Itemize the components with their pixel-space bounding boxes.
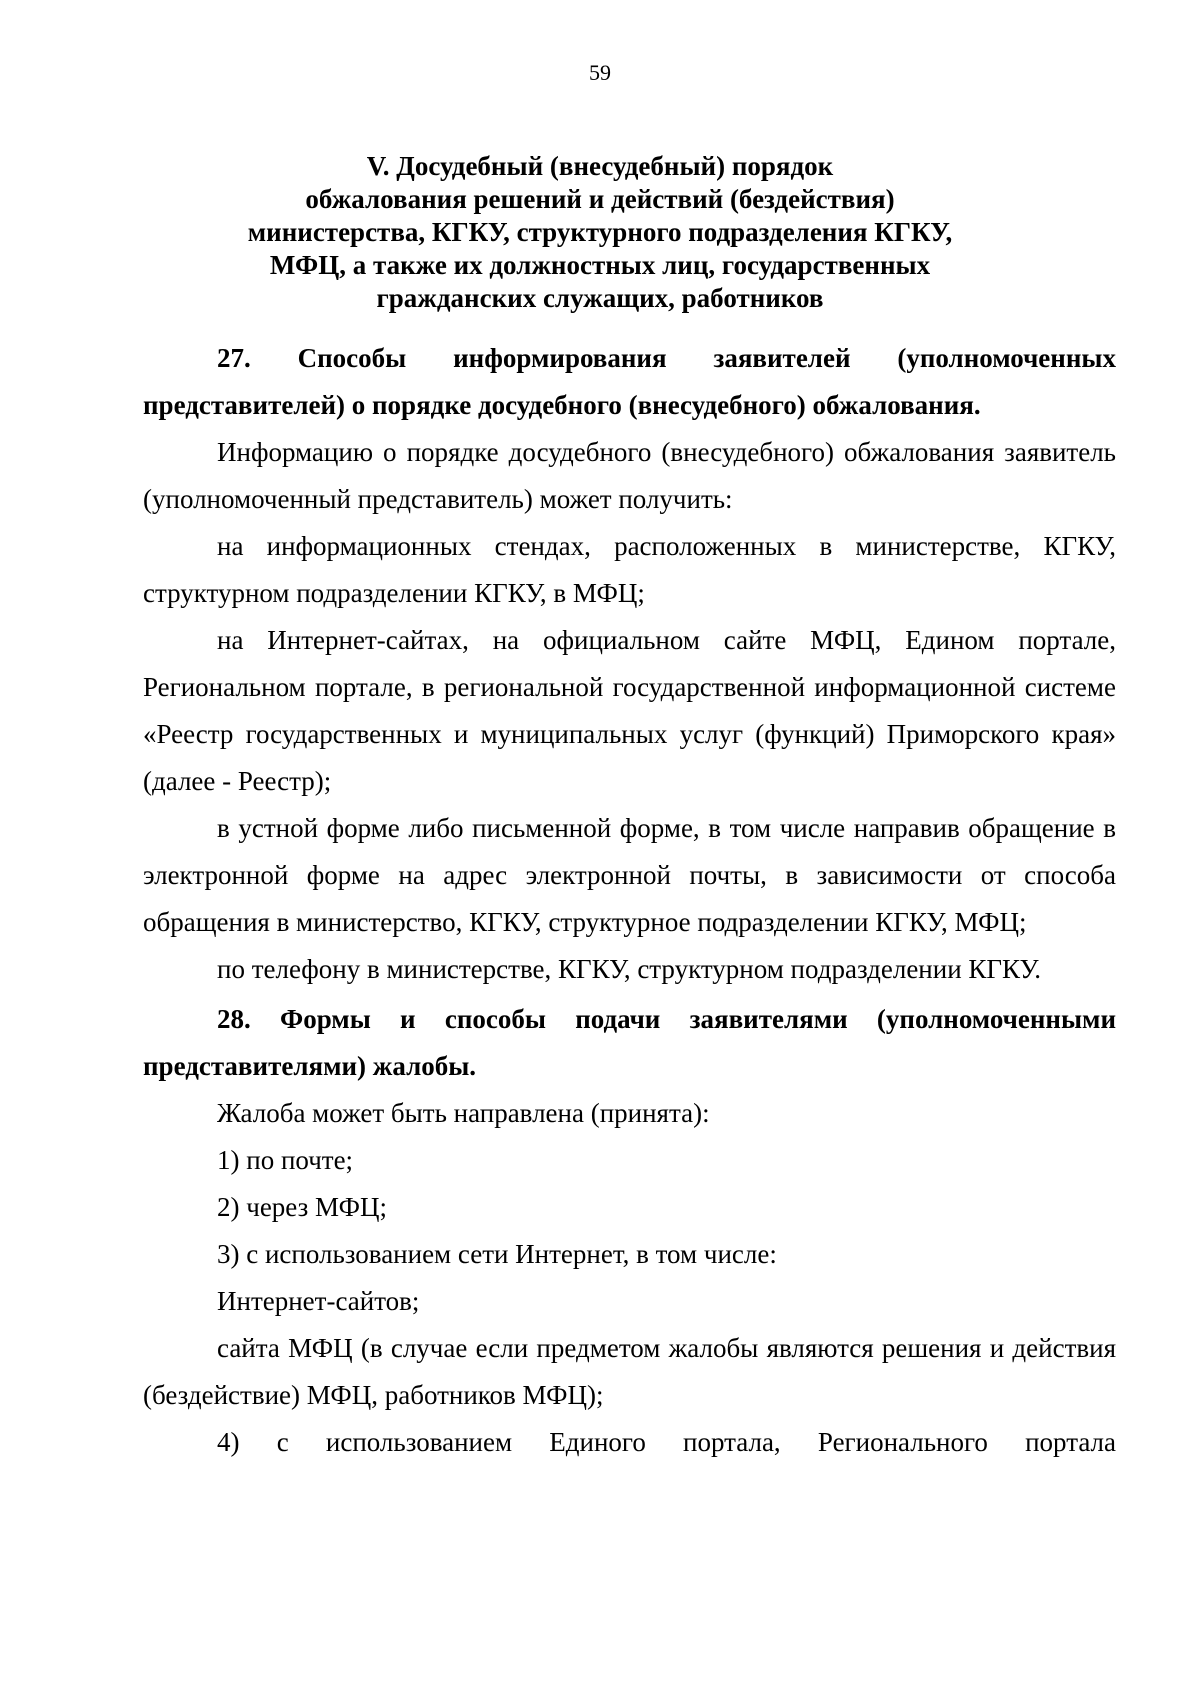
list-item: 3) с использованием сети Интернет, в том числе: — [217, 1239, 777, 1269]
page-number: 59 — [589, 60, 611, 85]
list-item: Интернет-сайтов; — [217, 1286, 420, 1316]
document-body — [143, 335, 1116, 1466]
section-heading-line: министерства, КГКУ, структурного подразделения КГКУ, — [247, 217, 953, 247]
list-paragraph: в устной форме либо письменной форме, в том числе направив обращение в электронной форме на адрес электронной почты, в зависимости от способа обращения в министерство, КГКУ, структурное подразделении КГКУ, МФЦ; — [143, 813, 1116, 937]
list-paragraph: по телефону в министерстве, КГКУ, структурном подразделении КГКУ. — [217, 954, 1041, 984]
list-item: 2) через МФЦ; — [217, 1192, 388, 1222]
paragraph: Жалоба может быть направлена (принята): — [217, 1098, 710, 1128]
list-item: 4) с использованием Единого портала, Регионального портала — [217, 1427, 1116, 1457]
section-heading-line: обжалования решений и действий (бездействия) — [305, 184, 895, 214]
section-heading-line: гражданских служащих, работников — [376, 283, 824, 313]
clause-27-heading: 27. Способы информирования заявителей (уполномоченных представителей) о порядке досудебного (внесудебного) обжалования. — [143, 343, 1116, 420]
list-paragraph: на Интернет-сайтах, на официальном сайте МФЦ, Едином портале, Региональном портале, в региональной государственной информационной системе «Реестр государственных и муниципальных услуг (функций) Приморского края» (далее - Реестр); — [143, 625, 1116, 796]
section-heading — [220, 150, 980, 315]
list-item: сайта МФЦ (в случае если предметом жалобы являются решения и действия (бездействие) МФЦ, работников МФЦ); — [143, 1333, 1116, 1410]
list-paragraph: на информационных стендах, расположенных в министерстве, КГКУ, структурном подразделении КГКУ, в МФЦ; — [143, 531, 1116, 608]
section-heading-line: V. Досудебный (внесудебный) порядок — [366, 151, 834, 181]
clause-28-heading: 28. Формы и способы подачи заявителями (уполномоченными представителями) жалобы. — [143, 1004, 1116, 1081]
section-heading-line: МФЦ, а также их должностных лиц, государственных — [269, 250, 931, 280]
paragraph: Информацию о порядке досудебного (внесудебного) обжалования заявитель (уполномоченный представитель) может получить: — [143, 437, 1116, 514]
list-item: 1) по почте; — [217, 1145, 354, 1175]
